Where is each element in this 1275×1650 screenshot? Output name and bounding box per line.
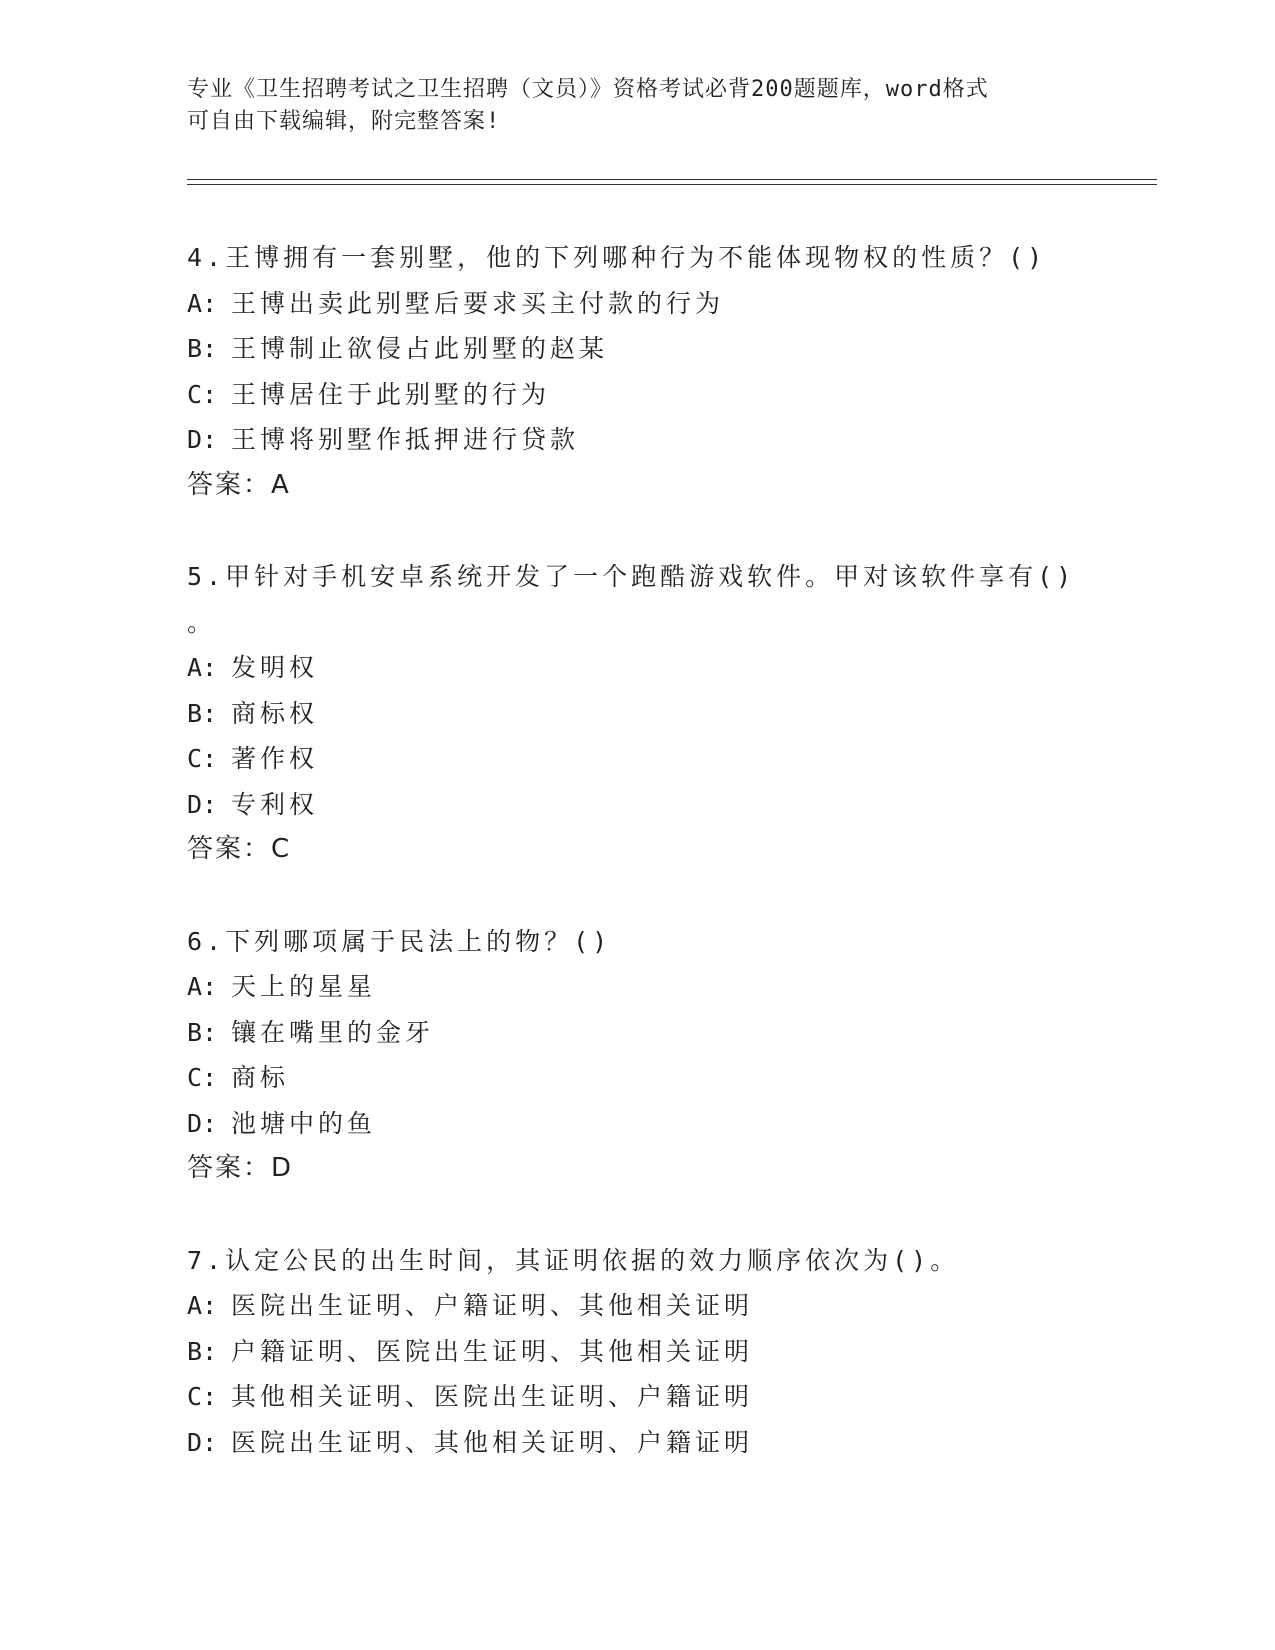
option-key: A: — [187, 653, 218, 682]
option-key: C: — [187, 1382, 218, 1411]
option-text: 发明权 — [231, 653, 319, 682]
answer-line: 答案：A — [187, 469, 291, 500]
question-6 — [187, 919, 1107, 1192]
option-text: 王博出卖此别墅后要求买主付款的行为 — [231, 288, 725, 318]
option-key: D: — [187, 789, 218, 819]
option-text: 其他相关证明、医院出生证明、户籍证明 — [231, 1382, 754, 1411]
option-text: 王博制止欲侵占此别墅的赵某 — [231, 334, 609, 363]
option-c — [187, 736, 1107, 782]
option-text: 王博将别墅作抵押进行贷款 — [231, 425, 580, 454]
option-text: 商标 — [231, 1063, 290, 1092]
option-key: B: — [187, 1336, 218, 1366]
option-b — [187, 691, 1107, 737]
option-b — [187, 1010, 1107, 1056]
option-text: 天上的星星 — [231, 972, 377, 1001]
option-key: A: — [187, 1291, 218, 1320]
option-d — [187, 1420, 1107, 1466]
option-c — [187, 1055, 1107, 1101]
option-key: A: — [187, 288, 218, 318]
question-stem: 6.下列哪项属于民法上的物？() — [187, 926, 612, 956]
option-text: 商标权 — [231, 698, 319, 728]
option-a — [187, 645, 1107, 691]
header-divider-bottom — [187, 184, 1157, 185]
option-key: C: — [187, 1063, 218, 1092]
option-b — [187, 1329, 1107, 1375]
question-stem: 5.甲针对手机安卓系统开发了一个跑酷游戏软件。甲对该软件享有() — [187, 562, 1076, 591]
option-key: D: — [187, 1427, 218, 1457]
header-line-2: 可自由下载编辑，附完整答案! — [187, 109, 501, 134]
question-stem: 7.认定公民的出生时间，其证明依据的效力顺序依次为()。 — [187, 1245, 960, 1275]
option-b — [187, 326, 1107, 372]
option-a — [187, 281, 1107, 327]
question-stem: 4.王博拥有一套别墅，他的下列哪种行为不能体现物权的性质？() — [187, 243, 1047, 272]
option-d — [187, 1101, 1107, 1147]
answer-line: 答案：D — [187, 1153, 294, 1183]
option-a — [187, 964, 1107, 1010]
question-stem-continuation: 。 — [187, 607, 217, 637]
question-4 — [187, 235, 1107, 508]
option-a — [187, 1283, 1107, 1329]
option-text: 医院出生证明、户籍证明、其他相关证明 — [231, 1291, 754, 1320]
option-text: 镶在嘴里的金牙 — [231, 1017, 435, 1047]
option-key: D: — [187, 425, 218, 454]
answer-line: 答案：C — [187, 834, 292, 864]
header-divider-top — [187, 179, 1157, 180]
header-line-1: 专业《卫生招聘考试之卫生招聘（文员）》资格考试必背200题题库，word格式 — [187, 77, 989, 102]
option-key: C: — [187, 744, 218, 773]
option-key: C: — [187, 379, 218, 409]
question-7 — [187, 1238, 1107, 1466]
option-c — [187, 1374, 1107, 1420]
document-header — [187, 74, 1087, 138]
option-key: B: — [187, 698, 218, 728]
option-key: D: — [187, 1108, 218, 1138]
option-c — [187, 372, 1107, 418]
option-text: 专利权 — [231, 789, 319, 819]
option-text: 著作权 — [231, 744, 319, 773]
option-text: 户籍证明、医院出生证明、其他相关证明 — [231, 1336, 754, 1366]
option-key: B: — [187, 334, 218, 363]
option-text: 池塘中的鱼 — [231, 1108, 377, 1138]
option-text: 王博居住于此别墅的行为 — [231, 379, 551, 409]
option-d — [187, 417, 1107, 463]
option-d — [187, 782, 1107, 828]
option-key: B: — [187, 1017, 218, 1047]
question-5 — [187, 554, 1107, 873]
option-text: 医院出生证明、其他相关证明、户籍证明 — [231, 1427, 754, 1457]
question-list — [187, 235, 1107, 1511]
option-key: A: — [187, 972, 218, 1001]
